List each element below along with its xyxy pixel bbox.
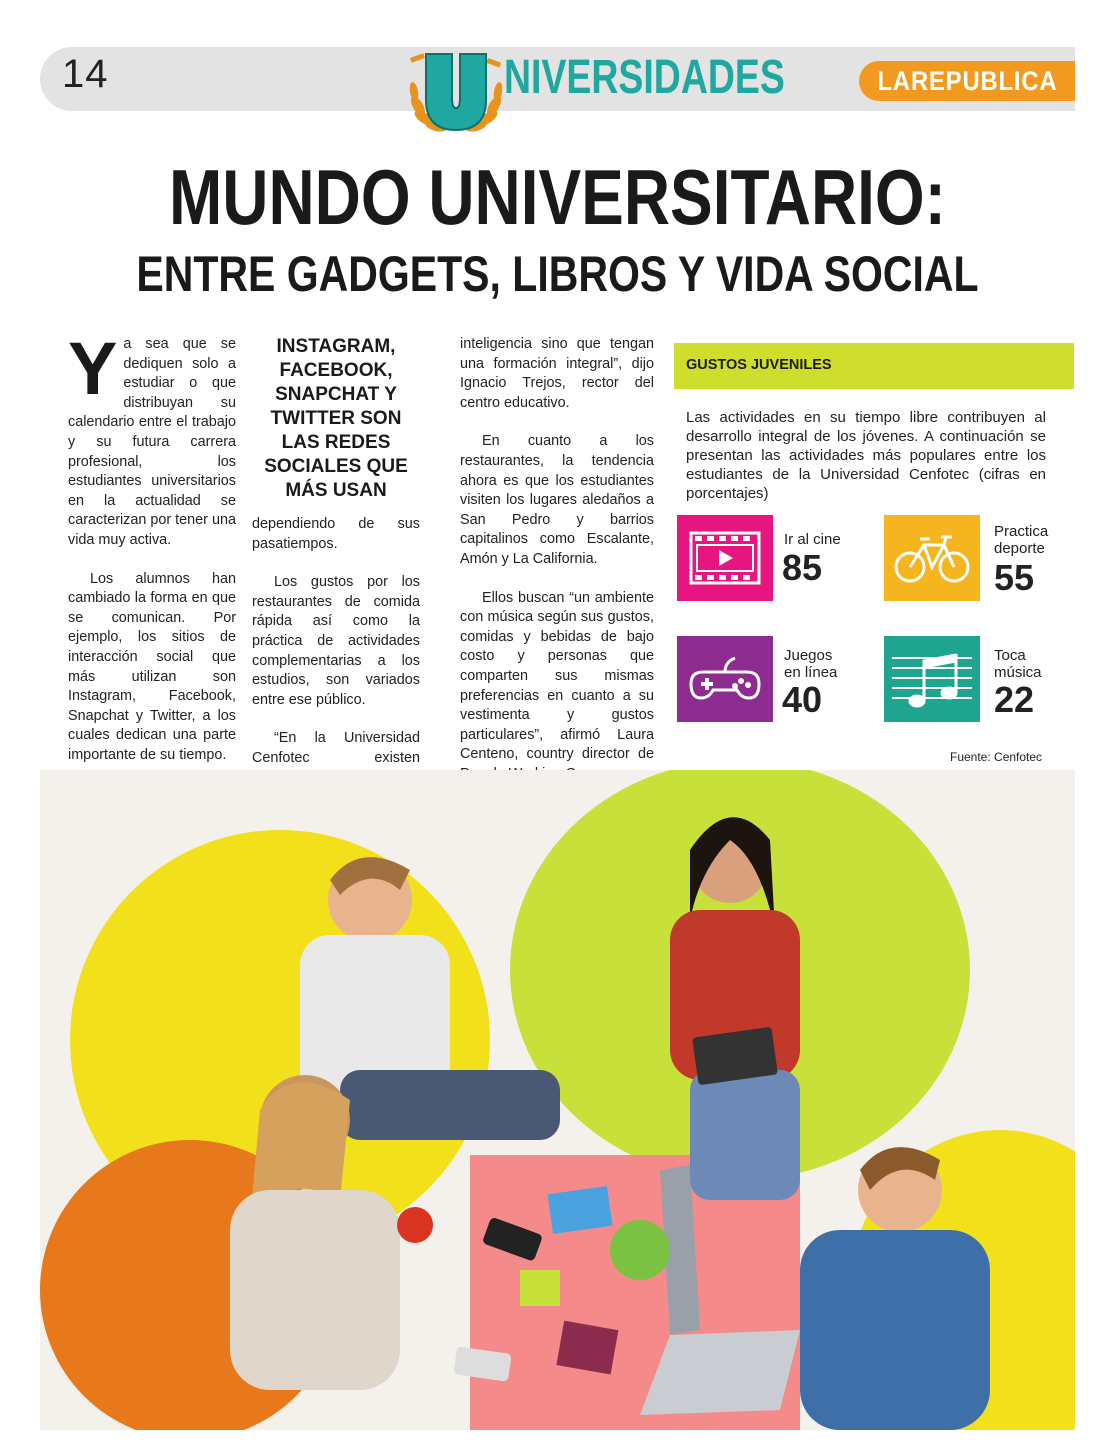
paragraph: inteligencia sino que tengan una formación integral”, dijo Ignacio Trejos, rector del centro educativo.: [460, 336, 654, 411]
stat-label-sport: Practica deporte: [994, 523, 1049, 557]
laurel-u-emblem: [396, 46, 516, 138]
paragraph: Ya sea que se dediquen solo a estudiar o que distribuyan su calendario entre el trabajo y su futura carrera profesional, los estudiantes universitarios en la actualidad se caracterizan por tener una vida muy activa.: [68, 327, 236, 548]
pull-quote: INSTAGRAM, FACEBOOK, SNAPCHAT Y TWITTER SON LAS REDES SOCIALES QUE MÁS USAN: [264, 336, 408, 501]
subheadline: ENTRE GADGETS, LIBROS Y VIDA SOCIAL: [136, 246, 979, 302]
paragraph: Ellos buscan “un ambiente con música según sus gustos, comidas y bebidas de bajo costo y personas que comparten sus mismas preferencias en cuanto a su vestimenta y gustos particulares”, afirmó Laura Centeno, country director de: [460, 589, 654, 763]
paragraph: “En la Universidad Cenfotec existen: [252, 730, 420, 766]
gamepad-icon: [677, 636, 773, 722]
bicycle-icon: [884, 515, 980, 601]
infographic-source: Fuente: Cenfotec: [950, 750, 1043, 764]
paragraph: Los gustos por los restaurantes de comida rápida así como la práctica de actividades complementarias a los estudios, son variados entre ese público.: [252, 574, 420, 708]
infographic-intro: Las actividades en su tiempo libre contribuyen al desarrollo integral de los jóvenes. A continuación se presentan las actividades más populares entre los estudiantes de la Universidad Cenfotec (cifras en porcentajes): [686, 409, 1046, 502]
stat-label-music: Toca música: [994, 647, 1042, 681]
stat-value-music: 22: [994, 679, 1035, 720]
dropcap: Y: [68, 327, 118, 410]
music-notes-icon: [884, 636, 980, 722]
stat-label-games: Juegos en línea: [784, 647, 838, 681]
section-title: NIVERSIDADES: [504, 51, 785, 104]
headline: MUNDO UNIVERSITARIO:: [168, 153, 946, 241]
paragraph: dependiendo de sus pasatiempos.: [252, 516, 420, 552]
page-number: 14: [62, 52, 109, 96]
students-illustration: [40, 770, 1075, 1430]
paragraph: Los alumnos han cambiado la forma en que se comunican. Por ejemplo, los sitios de interacción social que más utilizan son Instagram, Facebook, Snapchat y Twitter, a los cuales dedican una parte importante de su tiempo.: [68, 570, 236, 763]
paragraph: En cuanto a los restaurantes, la tendencia ahora es que los estudiantes visiten los lugares aledaños a San Pedro y barrios capitalinos como Escalante, Amón y La California.: [460, 433, 654, 567]
film-play-icon: [677, 515, 773, 601]
students-photo: [40, 770, 1075, 1430]
infographic-title: GUSTOS JUVENILES: [686, 357, 832, 373]
stat-value-cinema: 85: [782, 547, 823, 588]
stat-label-cinema: Ir al cine: [784, 531, 841, 548]
stat-value-games: 40: [782, 679, 823, 720]
stat-value-sport: 55: [994, 557, 1035, 598]
brand-logo: LAREPUBLICA: [877, 66, 1057, 96]
